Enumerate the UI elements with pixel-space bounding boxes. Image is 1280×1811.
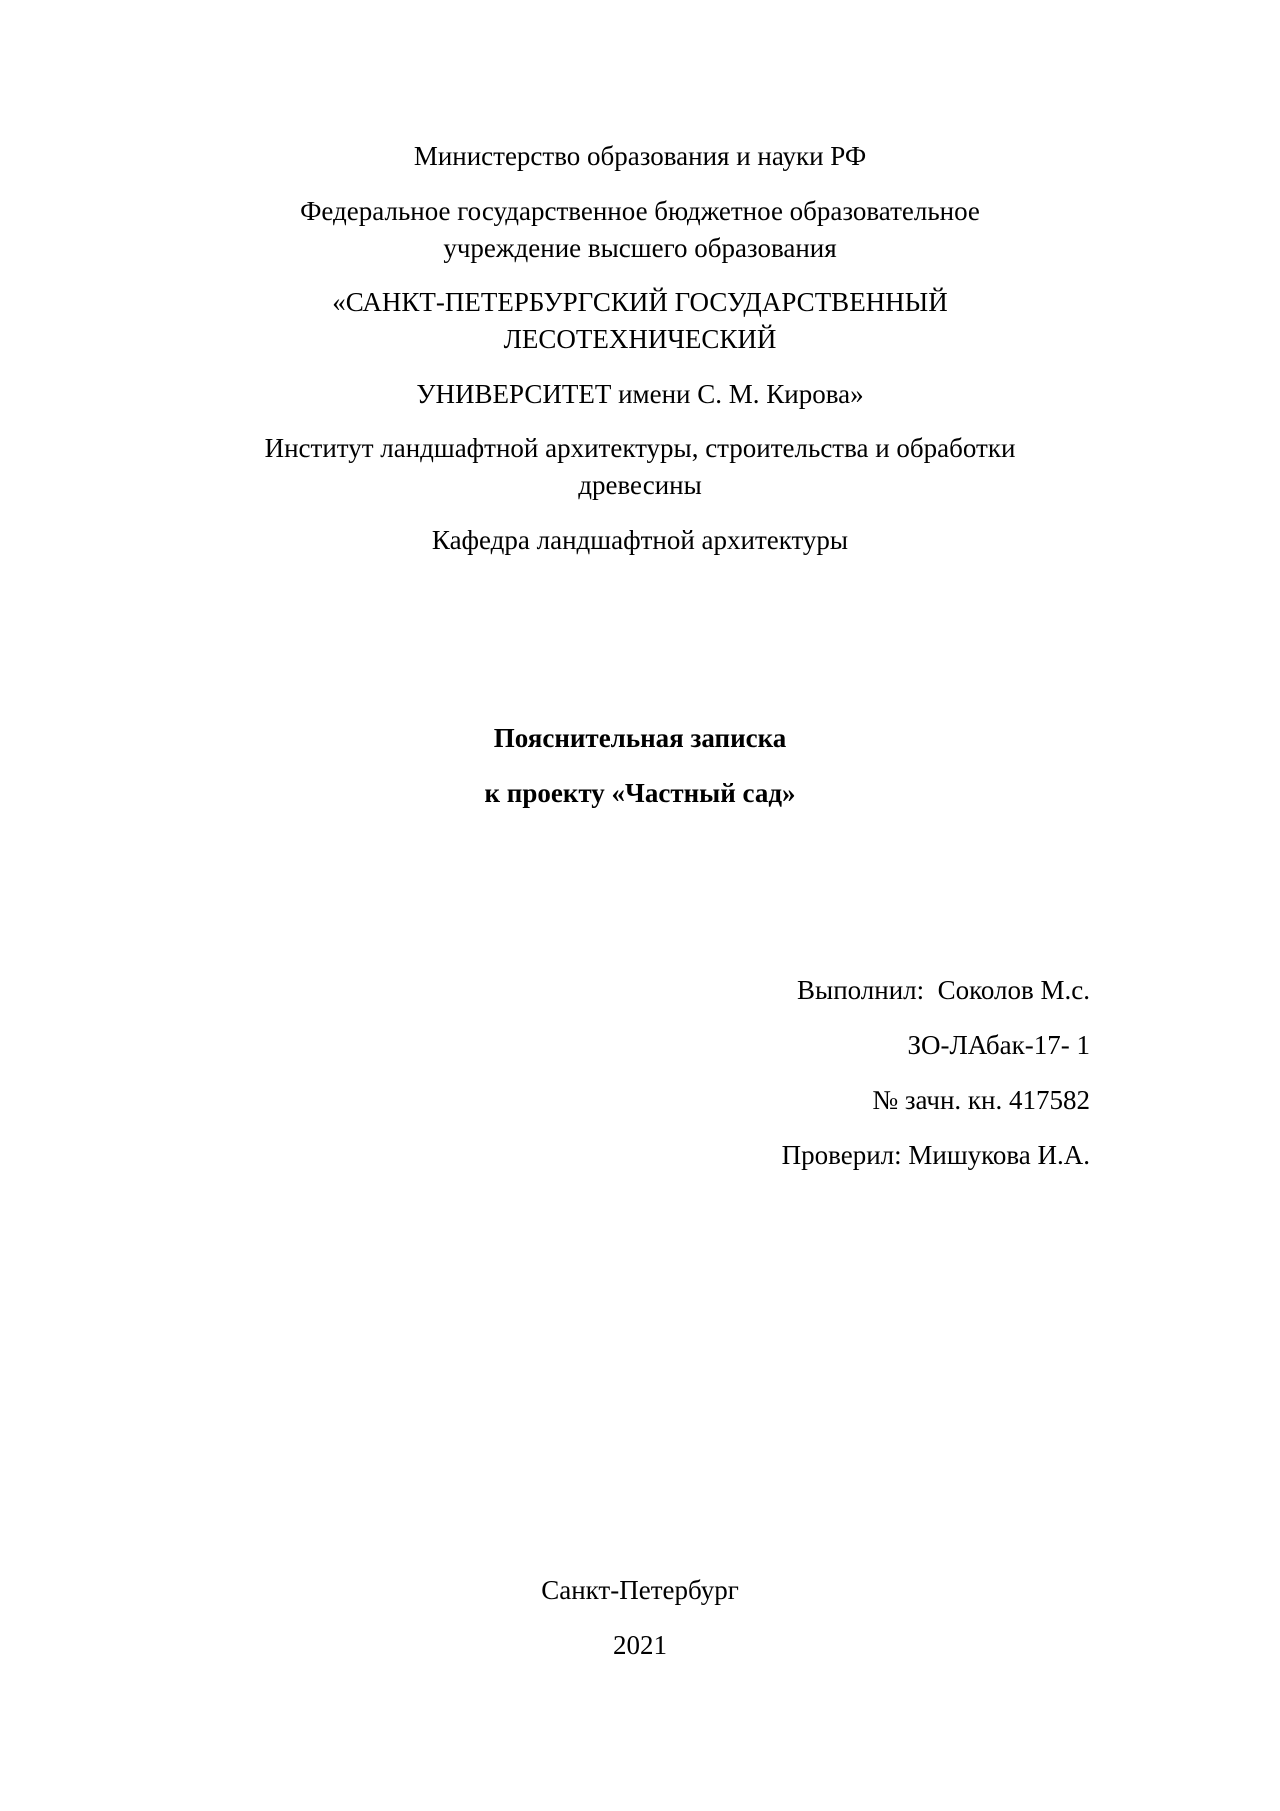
document-subtitle: к проекту «Частный сад» <box>484 778 796 808</box>
record-book-line: № зачн. кн. 417582 <box>872 1085 1090 1115</box>
institute-line-2: древесины <box>578 470 702 500</box>
year-line: 2021 <box>613 1630 667 1660</box>
institute-line-1: Институт ландшафтной архитектуры, строительства и обработки <box>264 433 1016 463</box>
checked-by-line: Проверил: Мишукова И.А. <box>781 1140 1090 1170</box>
department-line: Кафедра ландшафтной архитектуры <box>431 525 849 555</box>
performed-by-line: Выполнил: Соколов М.с. <box>797 975 1090 1005</box>
document-title: Пояснительная записка <box>493 723 787 753</box>
ministry-line: Министерство образования и науки РФ <box>413 141 867 171</box>
group-line: ЗО-ЛАбак-17- 1 <box>907 1030 1090 1060</box>
university-line-3: УНИВЕРСИТЕТ имени С. М. Кирова» <box>416 379 864 409</box>
institution-line-2: учреждение высшего образования <box>443 233 837 263</box>
institution-line-1: Федеральное государственное бюджетное образовательное <box>300 196 980 226</box>
university-line-1: «САНКТ-ПЕТЕРБУРГСКИЙ ГОСУДАРСТВЕННЫЙ <box>332 287 948 317</box>
university-line-2: ЛЕСОТЕХНИЧЕСКИЙ <box>503 324 777 354</box>
city-line: Санкт-Петербург <box>541 1575 739 1605</box>
